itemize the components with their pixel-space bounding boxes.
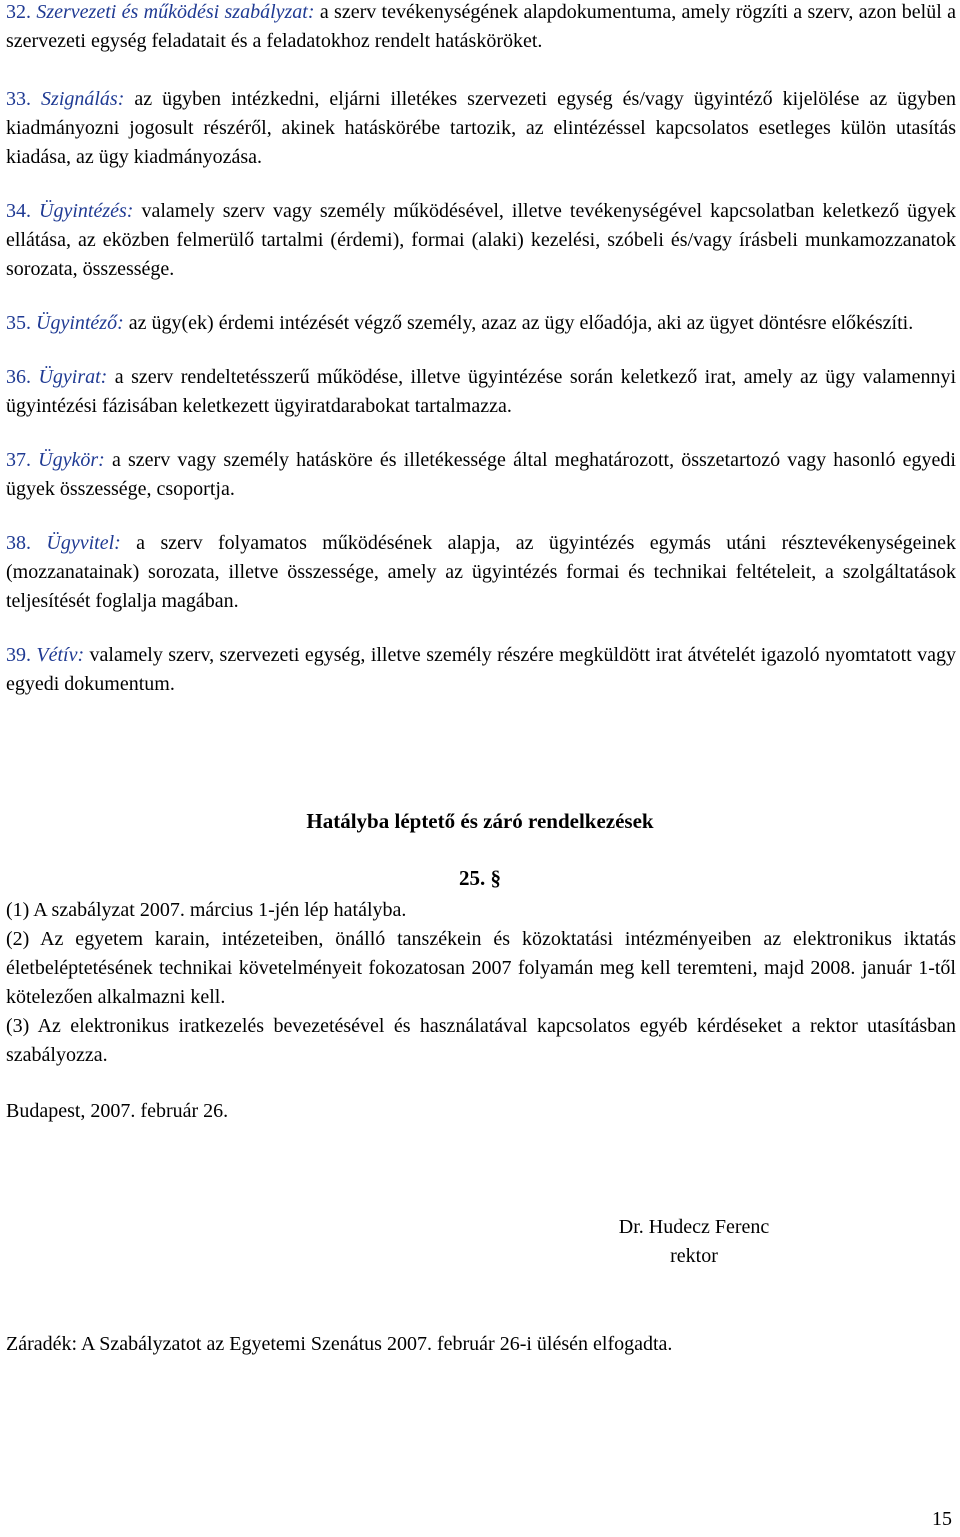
definition-36 [6,363,956,421]
signatory-name: Dr. Hudecz Ferenc [618,1216,770,1238]
definition-term: Szignálás: [41,88,125,110]
definition-number: 39. [6,644,31,666]
place-date: Budapest, 2007. február 26. [6,1100,229,1122]
definition-term: Ügyvitel: [46,532,121,554]
page-number: 15 [932,1508,952,1530]
signatory-title: rektor [670,1245,718,1267]
definition-text: valamely szerv vagy személy működésével, illetve tevékenységével kapcsolatban keletkező ügyek ellátása, az eközben felmerülő tartalmi (érdemi), formai (alaki) kezelési, szóbeli és/vagy írásbeli munkamozzanatok sorozata, összessége. [6,200,956,280]
definition-34 [6,197,956,284]
definition-35 [6,309,956,338]
definition-term: Ügyintézés: [39,200,134,222]
definition-number: 34. [6,200,31,222]
paragraph-number: 25. § [459,866,501,890]
definition-number: 33. [6,88,31,110]
clauses-list [6,896,956,1070]
definitions-list [6,0,956,699]
definition-term: Szervezeti és működési szabályzat: [36,1,315,23]
definition-text: az ügy(ek) érdemi intézését végző személy, azaz az ügy előadója, aki az ügyet döntésre előkészíti. [123,312,914,334]
definition-text: a szerv vagy személy hatásköre és illetékessége által meghatározott, összetartozó vagy hasonló egyedi ügyek összessége, csoportja. [6,449,956,500]
definition-number: 32. [6,1,31,23]
clause-3: (3) Az elektronikus iratkezelés bevezetésével és használatával kapcsolatos egyéb kérdéseket a rektor utasításban szabályozza. [6,1015,956,1066]
definition-term: Ügyintéző: [36,312,124,334]
definition-text: a szerv rendeltetésszerű működése, illetve ügyintézése során keletkező irat, amely az ügy valamennyi ügyintézési fázisában keletkezett ügyiratdarabokat tartalmazza. [6,366,957,417]
definition-33 [6,85,956,172]
definition-term: Vétív: [36,644,85,666]
definition-38 [6,529,956,616]
definition-term: Ügyirat: [38,366,108,388]
definition-number: 36. [6,366,31,388]
section-title: Hatályba léptető és záró rendelkezések [306,809,654,833]
definition-number: 35. [6,312,31,334]
definition-text: az ügyben intézkedni, eljárni illetékes szervezeti egység és/vagy ügyintéző kijelölése az ügyben kiadmányozni jogosult részéről, akinek hatáskörébe tartozik, az elintézéssel kapcsolatos esetleges külön utasítás kiadása, az ügy kiadmányozása. [6,88,957,168]
definition-number: 38. [6,532,31,554]
definition-text: a szerv folyamatos működésének alapja, az ügyintézés egymás utáni résztevékenységeinek (mozzanatainak) sorozata, illetve összessége, amely az ügyintézés formai és technikai feltételeit, a szolgáltatások teljesítését foglalja magában. [6,532,956,612]
definition-text: a szerv tevékenységének alapdokumentuma, amely rögzíti a szerv, azon belül a szervezeti egység feladatait és a feladatokhoz rendelt hatásköröket. [6,1,957,52]
definition-37 [6,446,956,504]
definition-term: Ügykör: [38,449,105,471]
signature-block [544,1213,844,1271]
clause-1: (1) A szabályzat 2007. március 1-jén lép hatályba. [6,899,407,921]
definition-text: valamely szerv, szervezeti egység, illetve személy részére megküldött irat átvételét igazoló nyomtatott vagy egyedi dokumentum. [6,644,956,695]
closing-note: Záradék: A Szabályzatot az Egyetemi Szenátus 2007. február 26-i ülésén elfogadta. [6,1333,673,1355]
clause-2: (2) Az egyetem karain, intézeteiben, önálló tanszékein és közoktatási intézményeiben az elektronikus iktatás életbeléptetésének technikai követelményeit fokozatosan 2007 folyamán meg kell teremteni, majd 2008. január 1-től kötelezően alkalmazni kell. [6,928,956,1008]
definition-number: 37. [6,449,31,471]
definition-32 [6,0,956,56]
definition-39 [6,641,956,699]
